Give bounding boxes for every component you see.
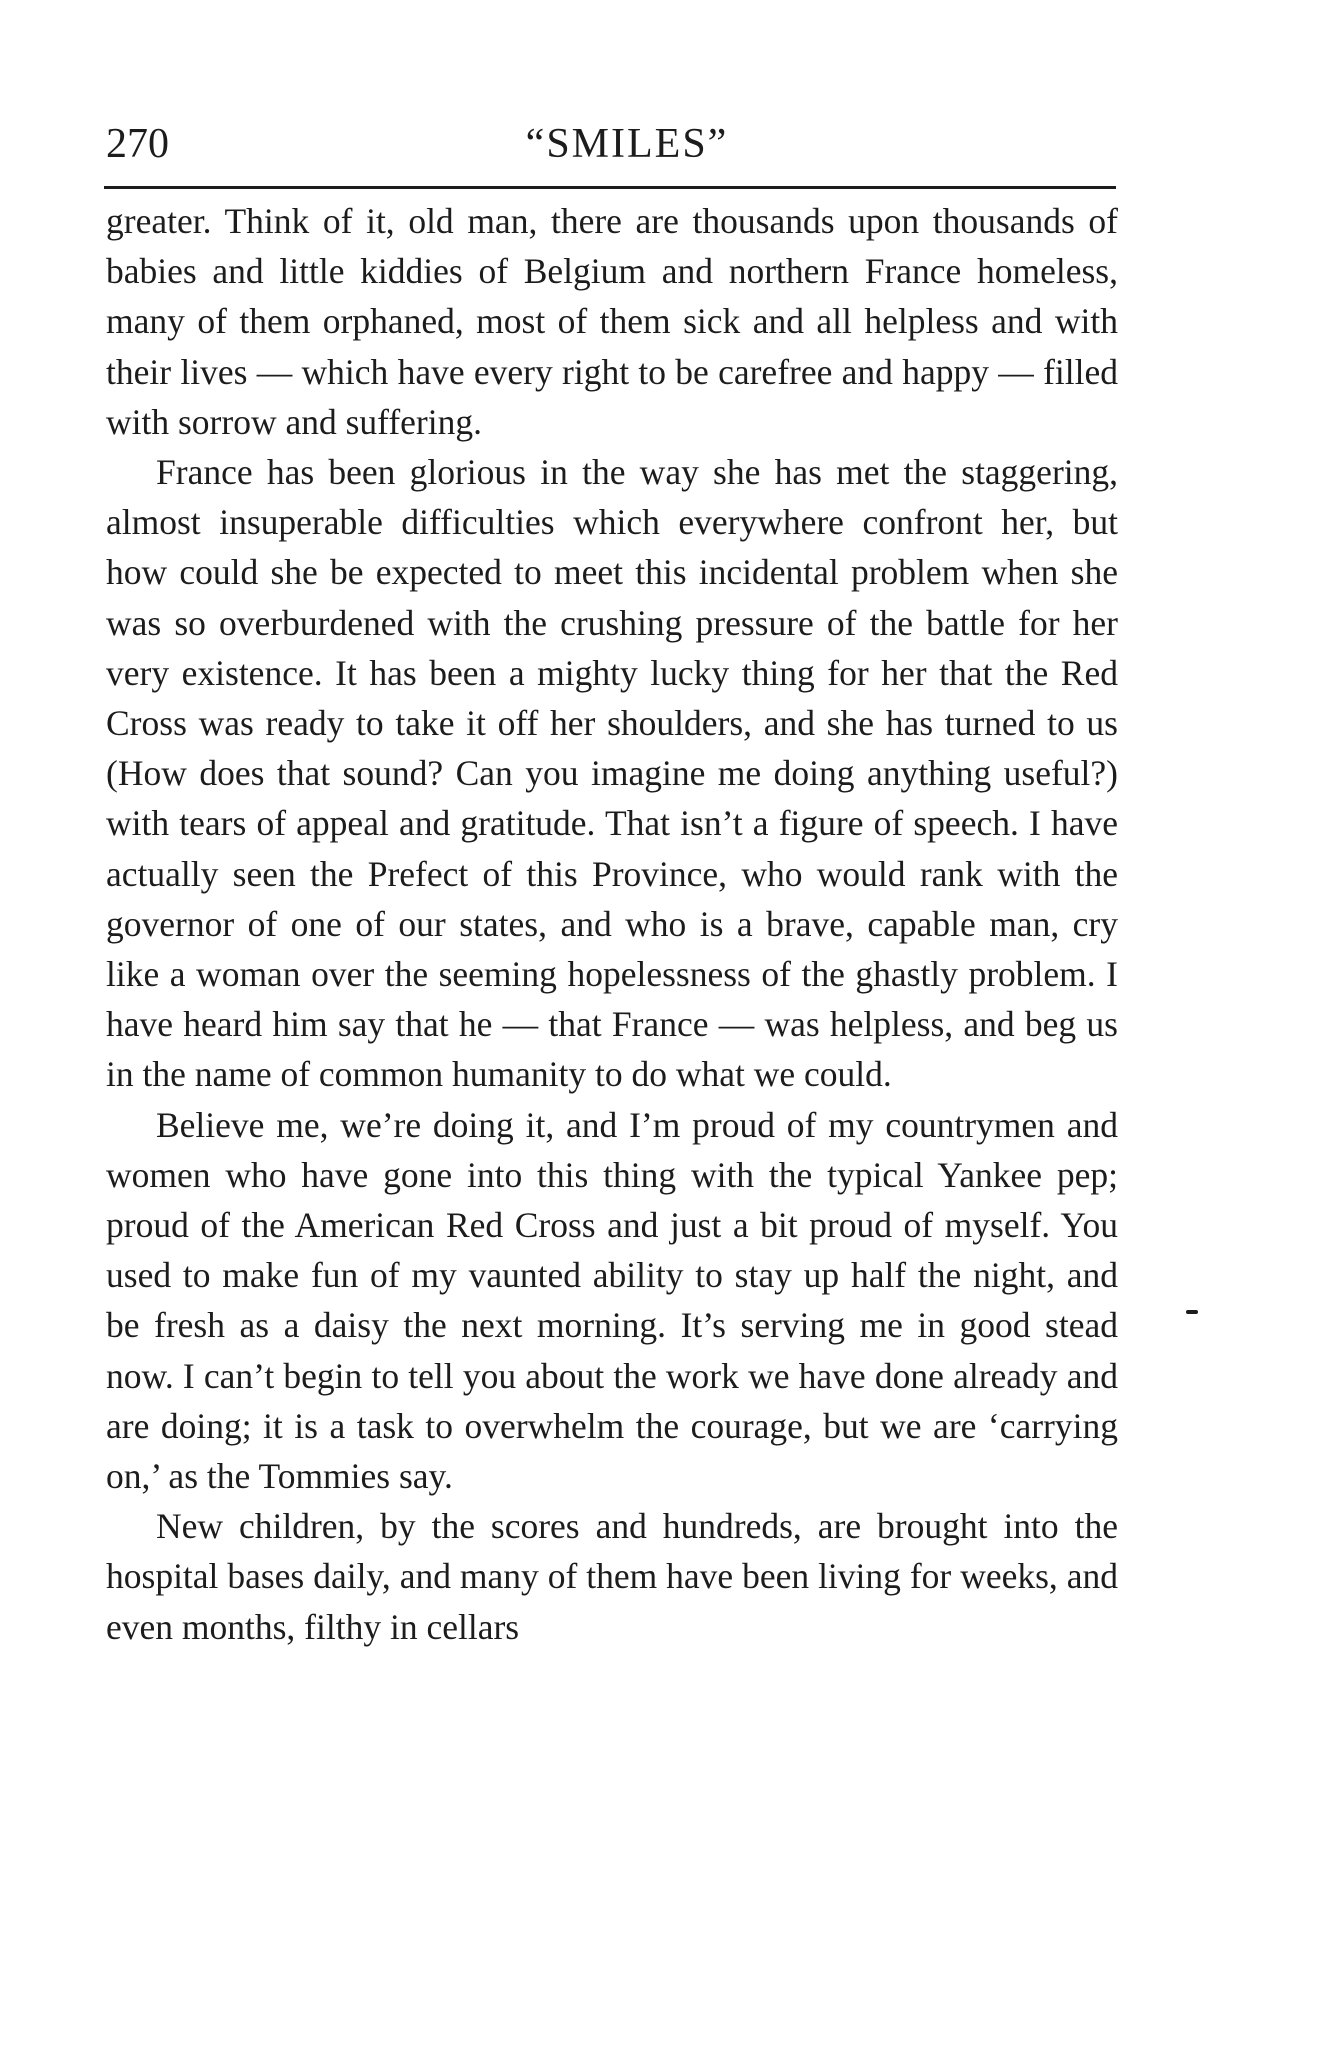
page-header	[106, 112, 1118, 176]
paragraph-2: France has been glorious in the way she has met the staggering, almost insuperable difficulties which everywhere confront her, but how could she be expected to meet this incidental problem when she was so overburdened with the crushing pressure of the battle for her very existence. It has been a mighty lucky thing for her that the Red Cross was ready to take it off her shoulders, and she has turned to us (How does that sound? Can you imagine me doing anything useful?) with tears of appeal and gratitude. That isn’t a figure of speech. I have actually seen the Prefect of this Province, who would rank with the governor of one of our states, and who is a brave, capable man, cry like a woman over the seeming hopelessness of the ghastly problem. I have heard him say that he — that France — was helpless, and beg us in the name of common humanity to do what we could.	[106, 452, 1118, 1095]
paragraph-4: New children, by the scores and hundreds, are brought into the hospital bases daily, and many of them have been living for weeks, and even months, filthy in cellars	[106, 1506, 1118, 1647]
page-number: 270	[106, 121, 169, 167]
ink-speck	[1186, 1310, 1198, 1314]
running-title: “SMILES”	[525, 121, 729, 167]
paragraph-1: greater. Think of it, old man, there are thousands upon thousands of babies and little kiddies of Belgium and northern France homeless, many of them orphaned, most of them sick and all helpless and with their lives — which have every right to be carefree and happy — filled with sorrow and suffering.	[106, 201, 1118, 442]
body-text	[106, 196, 1118, 1652]
paragraph-3: Believe me, we’re doing it, and I’m proud of my countrymen and women who have gone into this thing with the typical Yankee pep; proud of the American Red Cross and just a bit proud of myself. You used to make fun of my vaunted ability to stay up half the night, and be fresh as a daisy the next morning. It’s serving me in good stead now. I can’t begin to tell you about the work we have done already and are doing; it is a task to overwhelm the courage, but we are ‘carrying on,’ as the Tommies say.	[106, 1104, 1118, 1497]
header-rule	[104, 186, 1116, 189]
